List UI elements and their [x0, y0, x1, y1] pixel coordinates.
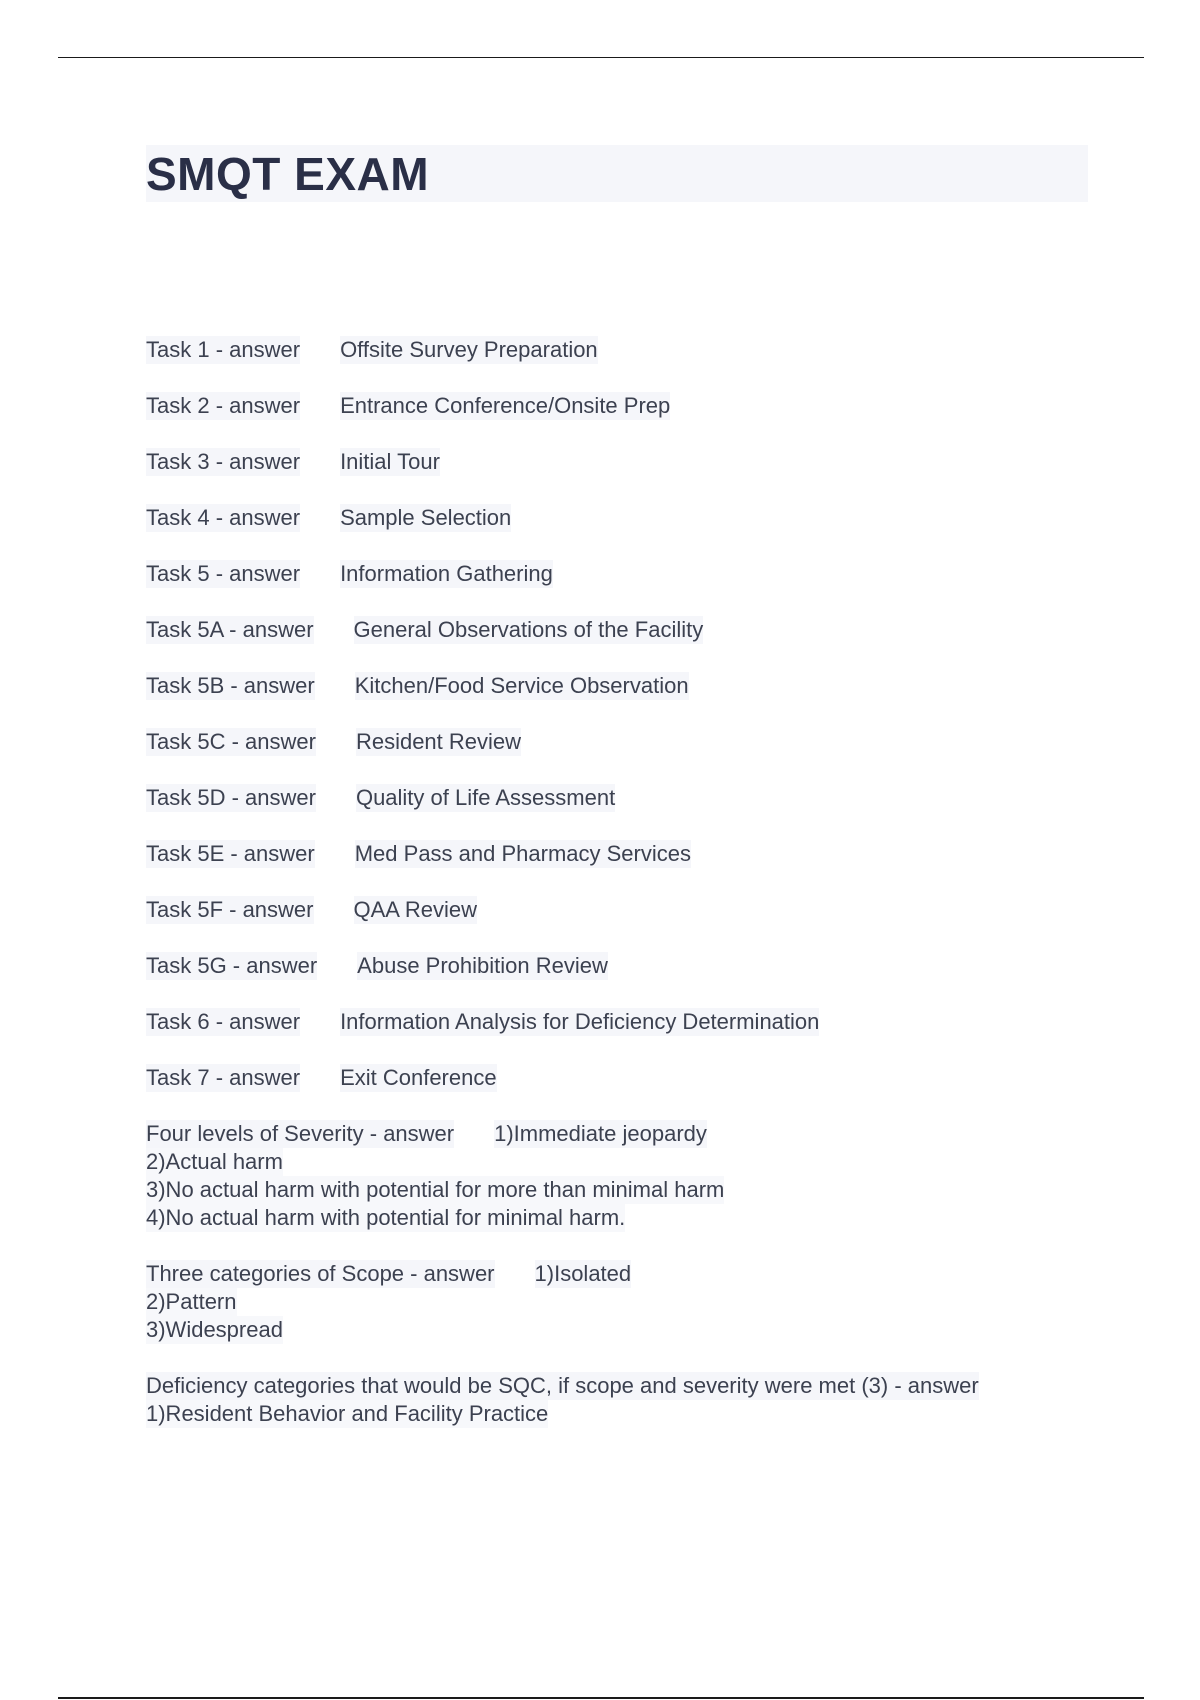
answer: Kitchen/Food Service Observation	[354, 673, 689, 698]
question: Task 4 - answer	[146, 505, 301, 530]
question: Deficiency categories that would be SQC, if scope and severity were met (3) - answer	[146, 1373, 979, 1398]
question: Four levels of Severity - answer	[146, 1121, 455, 1146]
question: Task 5C - answer	[146, 729, 316, 754]
question: Task 5D - answer	[146, 785, 316, 810]
answer-continuation: 2)Actual harm	[146, 1149, 283, 1174]
page-title: SMQT EXAM	[146, 148, 430, 200]
qa-item	[146, 784, 1096, 812]
qa-item	[146, 560, 1096, 588]
qa-item	[146, 840, 1096, 868]
answer: QAA Review	[353, 897, 477, 922]
answer: 1)Immediate jeopardy	[494, 1121, 707, 1146]
qa-item	[146, 728, 1096, 756]
qa-item	[146, 392, 1096, 420]
top-rule	[58, 57, 1144, 58]
qa-item	[146, 1260, 1096, 1344]
answer: 1)Isolated	[534, 1261, 632, 1286]
answer-continuation: 3)Widespread	[146, 1317, 283, 1342]
answer: Information Gathering	[340, 561, 553, 586]
answer: Exit Conference	[340, 1065, 497, 1090]
qa-item	[146, 1372, 1096, 1428]
question: Task 5E - answer	[146, 841, 315, 866]
answer: Sample Selection	[340, 505, 512, 530]
bottom-rule	[58, 1697, 1144, 1699]
qa-item	[146, 952, 1096, 980]
qa-item	[146, 504, 1096, 532]
question: Task 5A - answer	[146, 617, 314, 642]
qa-item	[146, 896, 1096, 924]
qa-item	[146, 336, 1096, 364]
answer: Information Analysis for Deficiency Determination	[340, 1009, 820, 1034]
qa-list	[146, 336, 1096, 1456]
answer-continuation: 1)Resident Behavior and Facility Practice	[146, 1401, 549, 1426]
answer: Abuse Prohibition Review	[357, 953, 608, 978]
question: Task 5G - answer	[146, 953, 318, 978]
qa-item	[146, 1120, 1096, 1232]
question: Task 5B - answer	[146, 673, 315, 698]
question: Task 7 - answer	[146, 1065, 301, 1090]
answer: General Observations of the Facility	[353, 617, 704, 642]
answer-continuation: 2)Pattern	[146, 1289, 237, 1314]
qa-item	[146, 1008, 1096, 1036]
question: Task 3 - answer	[146, 449, 301, 474]
question: Task 5 - answer	[146, 561, 301, 586]
qa-item	[146, 448, 1096, 476]
question: Task 2 - answer	[146, 393, 301, 418]
qa-item	[146, 616, 1096, 644]
answer: Offsite Survey Preparation	[340, 337, 598, 362]
answer: Initial Tour	[340, 449, 440, 474]
qa-item	[146, 1064, 1096, 1092]
question: Three categories of Scope - answer	[146, 1261, 495, 1286]
question: Task 5F - answer	[146, 897, 314, 922]
question: Task 1 - answer	[146, 337, 301, 362]
answer: Entrance Conference/Onsite Prep	[340, 393, 671, 418]
answer-continuation: 4)No actual harm with potential for minimal harm.	[146, 1205, 626, 1230]
answer: Quality of Life Assessment	[355, 785, 616, 810]
answer-continuation: 3)No actual harm with potential for more than minimal harm	[146, 1177, 725, 1202]
question: Task 6 - answer	[146, 1009, 301, 1034]
answer: Resident Review	[355, 729, 522, 754]
answer: Med Pass and Pharmacy Services	[354, 841, 691, 866]
qa-item	[146, 672, 1096, 700]
